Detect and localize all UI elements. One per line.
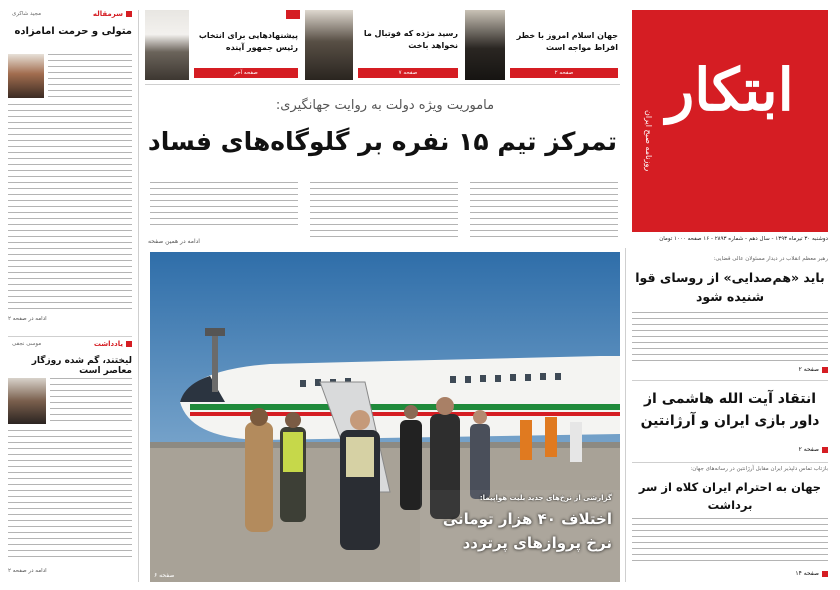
- story1-kicker: رهبر معظم انقلاب در دیدار مسئولان عالی قضایی:: [713, 256, 828, 262]
- note-section: [8, 340, 132, 582]
- teaser-2[interactable]: [305, 10, 460, 82]
- lead-body: [148, 180, 618, 244]
- lead-photo[interactable]: [150, 252, 620, 582]
- story2-headline: انتقاد آیت الله هاشمی از داور بازی ایران و آرژانتین: [640, 391, 820, 429]
- right-story-2[interactable]: [632, 386, 828, 462]
- note-author-photo: [8, 378, 46, 424]
- new-ribbon-icon: [286, 10, 300, 19]
- section-marker-icon: [126, 11, 132, 17]
- photo-page[interactable]: صفحه ۶: [154, 572, 175, 579]
- editorial-continue[interactable]: ادامه در صفحه ۲: [8, 316, 47, 322]
- section-marker-icon: [126, 341, 132, 347]
- right-story-1[interactable]: [632, 256, 828, 380]
- teaser-2-photo: [305, 10, 353, 80]
- masthead-tagline: روزنامه صبح ایران: [644, 110, 653, 172]
- teaser-3[interactable]: [145, 10, 300, 82]
- editorial-label: سرمقاله: [92, 10, 123, 18]
- note-label: یادداشت: [93, 340, 123, 348]
- masthead-date-line: دوشنبه ۳۰ تیرماه ۱۳۹۳ - سال دهم - شماره ۲۸۹۳ - ۱۶ صفحه ۱۰۰۰ تومان: [659, 236, 828, 242]
- lead-continue-link[interactable]: ادامه در همین صفحه: [148, 238, 200, 245]
- editorial-section: [8, 10, 132, 330]
- story1-page: صفحه ۲: [798, 366, 819, 373]
- page-arrow-icon: [822, 447, 828, 453]
- story1-headline: باید «هم‌صدایی» از روسای قوا شنیده شود: [635, 270, 825, 304]
- teaser-1-title: جهان اسلام امروز با خطر افراط مواجه است: [516, 31, 618, 52]
- note-continue[interactable]: ادامه در صفحه ۲: [8, 568, 47, 574]
- teaser-2-page: صفحه ۷: [398, 70, 418, 76]
- photo-caption-box: [420, 490, 620, 582]
- story3-headline: جهان به احترام ایران کلاه از سر برداشت: [638, 480, 822, 512]
- photo-kicker: گزارشی از نرخ‌های جدید بلیت هواپیما:: [479, 494, 612, 502]
- photo-headline-1: اختلاف ۴۰ هزار تومانی: [442, 510, 612, 528]
- lead-kicker: ماموریت ویژه دولت به روایت جهانگیری:: [275, 98, 495, 113]
- teaser-3-page-badge[interactable]: [194, 68, 298, 78]
- page-arrow-icon: [822, 367, 828, 373]
- lead-headline[interactable]: تمرکز تیم ۱۵ نفره بر گلوگاه‌های فساد: [147, 127, 618, 156]
- teaser-1-photo: [465, 10, 505, 80]
- story2-page: صفحه ۲: [798, 446, 819, 453]
- editorial-title[interactable]: متولی و حرمت امامزاده: [14, 26, 132, 37]
- story3-page: صفحه ۱۴: [795, 570, 819, 577]
- page-arrow-icon: [822, 571, 828, 577]
- note-author: موسی نجفی: [12, 341, 42, 347]
- teaser-1[interactable]: [465, 10, 620, 82]
- teaser-2-title: رسید مژده که فوتبال ما نخواهد باخت: [363, 29, 458, 50]
- teaser-3-page: صفحه آخر: [234, 70, 258, 76]
- teaser-3-title: پیشنهادهایی برای انتخاب رئیس جمهور آینده: [198, 31, 298, 52]
- teaser-3-photo: [145, 10, 189, 80]
- teaser-2-page-badge[interactable]: [358, 68, 458, 78]
- teaser-1-page: صفحه ۲: [554, 70, 574, 76]
- photo-headline-2: نرخ پروازهای پرتردد: [462, 534, 612, 552]
- editorial-author-photo: [8, 54, 44, 98]
- note-title[interactable]: لیختند، گم شده روزگار معاصر است: [31, 356, 132, 376]
- masthead-logo: ابتکار: [666, 56, 794, 124]
- masthead: [632, 10, 828, 232]
- teaser-1-page-badge[interactable]: [510, 68, 618, 78]
- editorial-author: مجید شاکری: [12, 11, 42, 17]
- right-story-3[interactable]: [632, 466, 828, 582]
- story3-kicker: بازتاب تماس دلپذیر ایران مقابل آرژانتین در رسانه‌های جهان:: [690, 466, 828, 472]
